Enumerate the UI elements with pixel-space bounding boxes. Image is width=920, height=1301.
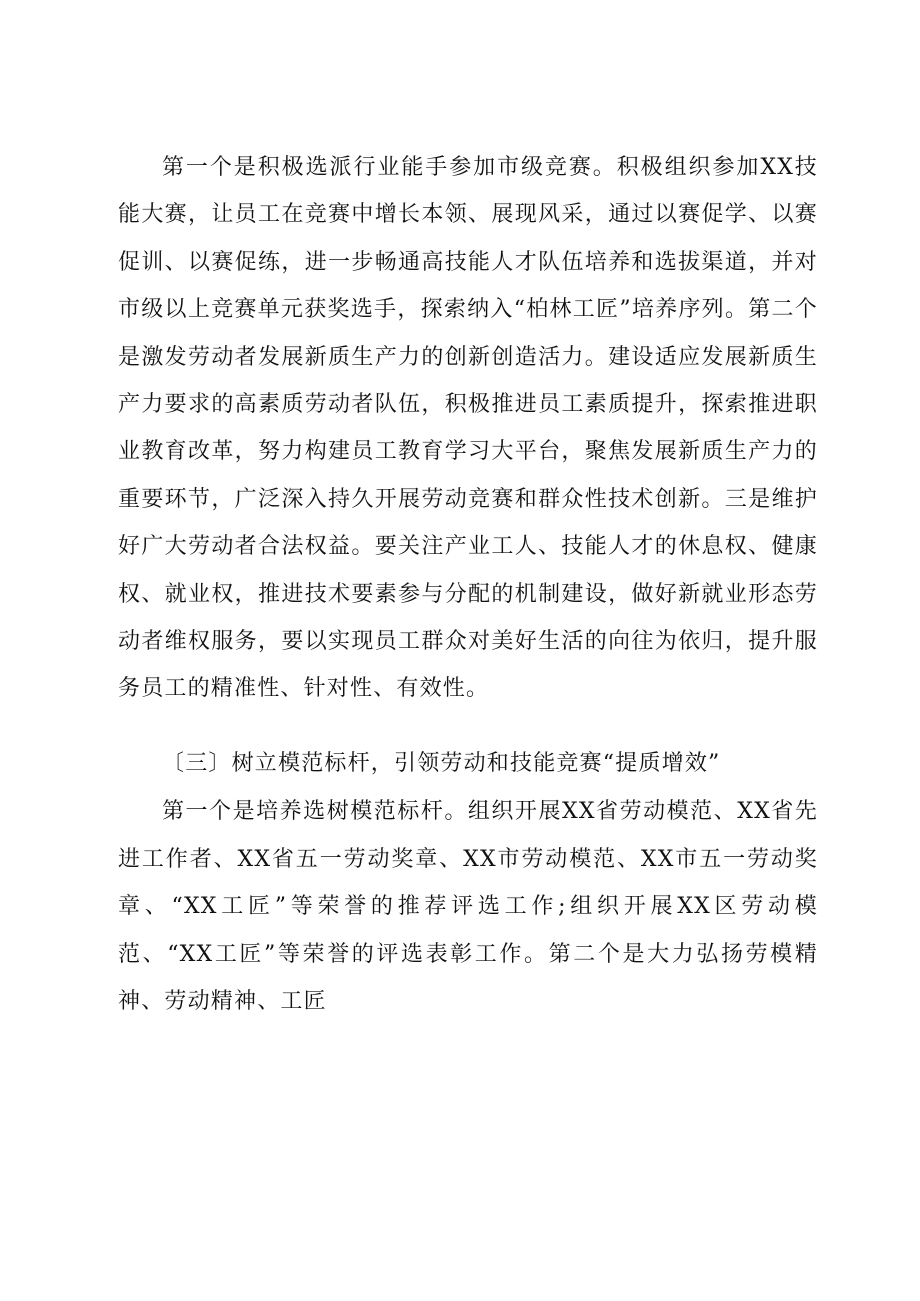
body-paragraph-1: 第一个是积极选派行业能手参加市级竞赛。积极组织参加XX技能大赛，让员工在竞赛中增长本领、展现风采，通过以赛促学、以赛促训、以赛促练，进一步畅通高技能人才队伍培养和选拔渠道，并对市级以上竞赛单元获奖选手，探索纳入“柏林工匠”培养序列。第二个是激发劳动者发展新质生产力的创新创造活力。建设适应发展新质生产力要求的高素质劳动者队伍，积极推进员工素质提升，探索推进职业教育改革，努力构建员工教育学习大平台，聚焦发展新质生产力的重要环节，广泛深入持久开展劳动竞赛和群众性技术创新。三是维护好广大劳动者合法权益。要关注产业工人、技能人才的休息权、健康权、就业权，推进技术要素参与分配的机制建设，做好新就业形态劳动者维权服务，要以实现员工群众对美好生活的向往为依归，提升服务员工的精准性、针对性、有效性。: [118, 155, 818, 702]
document-body: [118, 144, 818, 1025]
body-paragraph-2: 第一个是培养选树模范标杆。组织开展XX省劳动模范、XX省先进工作者、XX省五一劳动奖章、XX市劳动模范、XX市五一劳动奖章、“XX工匠”等荣誉的推荐评选工作;组织开展XX区劳动模范、“XX工匠”等荣誉的评选表彰工作。第二个是大力弘扬劳模精神、劳动精神、工匠: [118, 799, 818, 1014]
section-heading: 〔三〕树立模范标杆，引领劳动和技能竞赛“提质增效”: [162, 750, 721, 776]
